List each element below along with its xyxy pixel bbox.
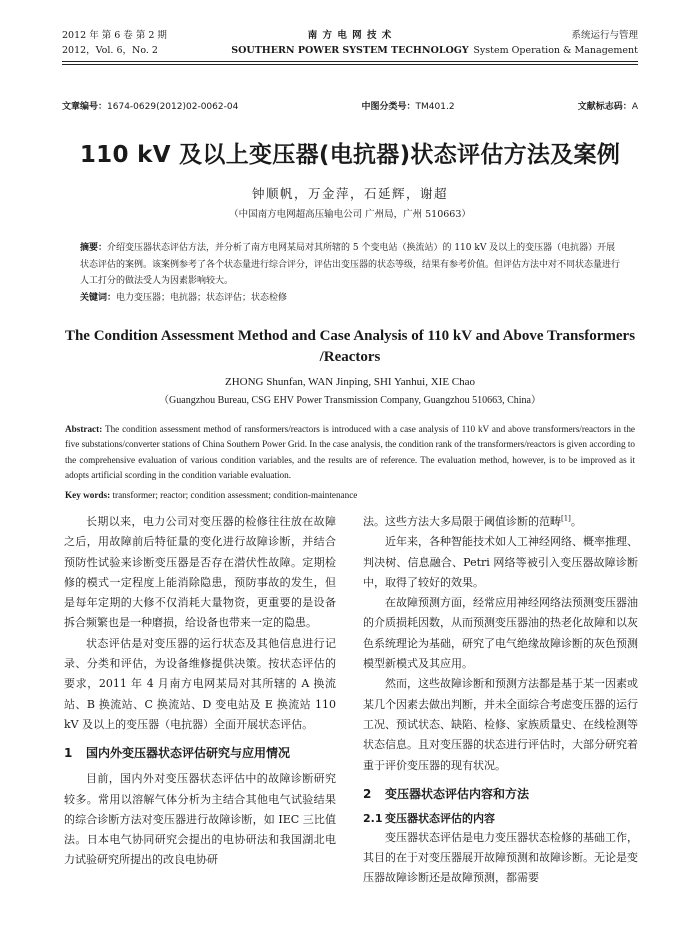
abstract-cn-label: 摘要：: [80, 243, 108, 253]
subsection-heading-2-1: 2.1 变压器状态评估的内容: [363, 811, 495, 825]
paragraph: 法。这些方法大多局限于阈值诊断的范畴[1]。: [363, 514, 582, 528]
header-section-en: System Operation & Management: [473, 45, 638, 56]
header-issue-en: 2012，Vol. 6，No. 2: [62, 45, 158, 56]
paragraph: 在故障预测方面，经常应用神经网络法预测变压器油的介质损耗因数，从而预测变压器油的热老化故障和以灰色系统理论为基础，研究了电气绝缘故障诊断的灰色预测模型新模式及其应用。: [363, 596, 638, 671]
body-column-left: [64, 512, 336, 871]
body-column-right: [363, 512, 638, 889]
header-journal-cn: 南 方 电 网 技 术: [307, 30, 393, 41]
header-journal-en: SOUTHERN POWER SYSTEM TECHNOLOGY: [231, 45, 469, 56]
abstract-en-text: The condition assessment method of ransformers/reactors is introduced with a case analysis of 110 kV and above transformers/reactors in the five substations/converter stations of China Southern Power Grid. In the case analysis, the condition rank of the transformers/reactors is given according to the comprehensive evaluation of various condition variables, and the results are of reference. The evaluation method, however, is to be improved as it adopts artificial scording in the condition variable evaluation.: [65, 424, 635, 481]
paragraph: 变压器状态评估是电力变压器状态检修的基础工作，其目的在于对变压器展开故障预测和故障诊断。无论是变压器故障诊断还是故障预测，都需要: [363, 830, 638, 885]
affiliation-cn: （中国南方电网超高压输电公司 广州局，广州 510663）: [229, 209, 471, 220]
abstract-cn: [80, 240, 620, 306]
paragraph: 近年来，各种智能技术如人工神经网络、概率推理、判决树、信息融合、Petri 网络等被引入变压器故障诊断中，取得了较好的效果。: [363, 535, 638, 589]
keywords-en-label: Key words:: [65, 490, 111, 500]
article-number: 文章编号：1674-0629(2012)02-0062-04: [62, 102, 239, 112]
paragraph: 长期以来，电力公司对变压器的检修往往放在故障之后，用故障前后特征量的变化进行故障诊断，并结合预防性试验来诊断变压器是否存在潜伏性故障。定期检修的模式一定程度上能消除隐患，预防事故的发生，但是每年定期的大修不仅消耗大量物资，更重要的是设备拆合频繁也是一种磨损，给设备也带来一定的隐患。: [64, 515, 336, 630]
article-info: [62, 99, 638, 112]
document-code: 文献标志码：A: [577, 102, 638, 112]
header-issue-cn: 2012 年 第 6 卷 第 2 期: [62, 30, 167, 41]
header-section-cn: 系统运行与管理: [571, 30, 638, 41]
keywords-en-text: transformer; reactor; condition assessment; condition-maintenance: [110, 490, 358, 500]
running-header: [62, 28, 638, 58]
keywords-cn-label: 关键词：: [80, 292, 117, 303]
classification-number: 中图分类号：TM401.2: [361, 102, 455, 112]
keywords-cn-text: 电力变压器；电抗器；状态评估；状态检修: [116, 292, 288, 303]
keywords-en: [65, 488, 635, 503]
paragraph: 然而，这些故障诊断和预测方法都是基于某一因素或某几个因素去做出判断，并未全面综合考虑变压器的运行工况、预试状态、缺陷、检修、家族质量史、在线检测等状态信息。且对变压器的状态进行评估时，大部分研究着重于评价变压器的现有状况。: [363, 677, 638, 772]
paragraph: 状态评估是对变压器的运行状态及其他信息进行记录、分类和评估，为设备维修提供决策。按状态评估的要求，2011 年 4 月南方电网某局对其所辖的 A 换流站、B 换流站、C 换流站、D 变电站及 E 换流站 110 kV 及以上的变压器（电抗器）全面开展状态评估。: [64, 636, 336, 731]
abstract-cn-text: 介绍变压器状态评估方法，并分析了南方电网某局对其所辖的 5 个变电站（换流站）的 110 kV 及以上的变压器（电抗器）开展状态评估的案例。该案例参考了各个状态量进行综合评分，评估出变压器的状态等级，结果有参考价值。但评估方法中对不同状态量进行人工打分的做法受人为因素影响较大。: [80, 243, 621, 286]
citation-ref: [1]: [561, 514, 571, 523]
authors-cn: 钟顺帆，万金萍，石延辉，谢超: [251, 186, 448, 201]
header-rule: [62, 61, 638, 62]
header-rule-thin: [62, 64, 638, 65]
section-heading-2: 2 变压器状态评估内容和方法: [363, 786, 530, 801]
title-en: The Condition Assessment Method and Case Analysis of 110 kV and Above Transformers /Reactors: [64, 328, 636, 365]
affiliation-en: （Guangzhou Bureau, CSG EHV Power Transmission Company, Guangzhou 510663, China）: [159, 395, 541, 406]
section-heading-1: 1 国内外变压器状态评估研究与应用情况: [64, 746, 291, 761]
abstract-en-label: Abstract:: [65, 424, 103, 434]
authors-en: ZHONG Shunfan, WAN Jinping, SHI Yanhui, XIE Chao: [224, 376, 476, 388]
title-cn: 110 kV 及以上变压器(电抗器)状态评估方法及案例: [79, 142, 621, 168]
paragraph: 目前，国内外对变压器状态评估中的故障诊断研究较多。常用以溶解气体分析为主结合其他电气试验结果的综合诊断方法对变压器进行故障诊断，如 IEC 三比值法。日本电气协同研究会提出的电协研法和我国湖北电力试验研究所提出的改良电协研: [64, 772, 336, 867]
abstract-en: [65, 422, 635, 484]
